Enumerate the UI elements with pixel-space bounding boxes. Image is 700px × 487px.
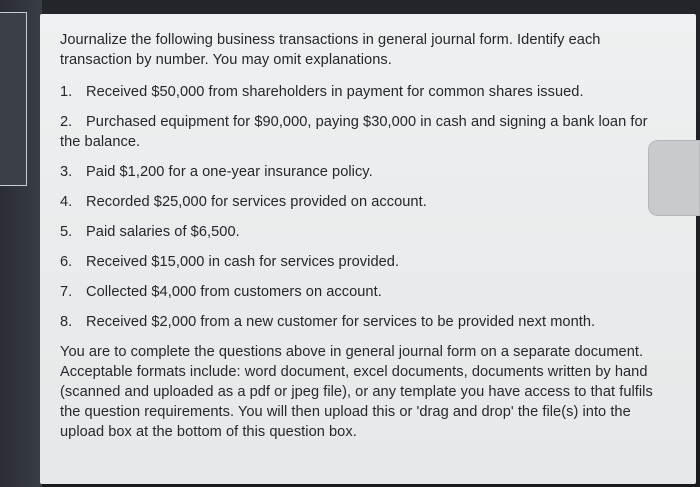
transaction-item-6 — [60, 252, 670, 272]
transaction-text: Paid $1,200 for a one-year insurance policy. — [86, 164, 373, 180]
transaction-item-7 — [60, 282, 670, 302]
left-panel-tab[interactable] — [0, 12, 27, 186]
transaction-number: 7. — [60, 284, 73, 300]
transaction-item-5 — [60, 222, 670, 242]
transaction-number: 6. — [60, 254, 73, 270]
transaction-number: 1. — [60, 84, 73, 100]
transaction-number: 8. — [60, 314, 73, 330]
transaction-item-8 — [60, 312, 670, 332]
transaction-item-2 — [60, 112, 670, 152]
transaction-text: Received $2,000 from a new customer for services to be provided next month. — [86, 314, 596, 330]
transaction-number: 2. — [60, 114, 73, 130]
transaction-text: Received $50,000 from shareholders in payment for common shares issued. — [86, 84, 584, 100]
transaction-text: Collected $4,000 from customers on account. — [86, 284, 382, 300]
transaction-text: Paid salaries of $6,500. — [86, 224, 240, 240]
transaction-text: Received $15,000 in cash for services provided. — [86, 254, 400, 270]
transaction-number: 5. — [60, 224, 73, 240]
transaction-item-4 — [60, 192, 670, 212]
transaction-item-1 — [60, 82, 670, 102]
question-intro: Journalize the following business transactions in general journal form. Identify each transaction by number. You may omit explanations. — [60, 32, 601, 68]
transaction-item-3 — [60, 162, 670, 182]
transaction-text: Purchased equipment for $90,000, paying $30,000 in cash and signing a bank loan for the balance. — [60, 114, 648, 150]
transaction-text: Recorded $25,000 for services provided on account. — [86, 194, 427, 210]
transaction-number: 4. — [60, 194, 73, 210]
question-content — [60, 30, 670, 457]
transaction-number: 3. — [60, 164, 73, 180]
submission-instructions: You are to complete the questions above in general journal form on a separate document. Acceptable formats include: word document, excel documents, documents written by hand (scanned and uploaded as a pdf or jpeg file), or any template you have access to that fulfils the question requirements. You will then upload this or 'drag and drop' the file(s) into the upload box at the bottom of this question box. — [60, 344, 653, 440]
